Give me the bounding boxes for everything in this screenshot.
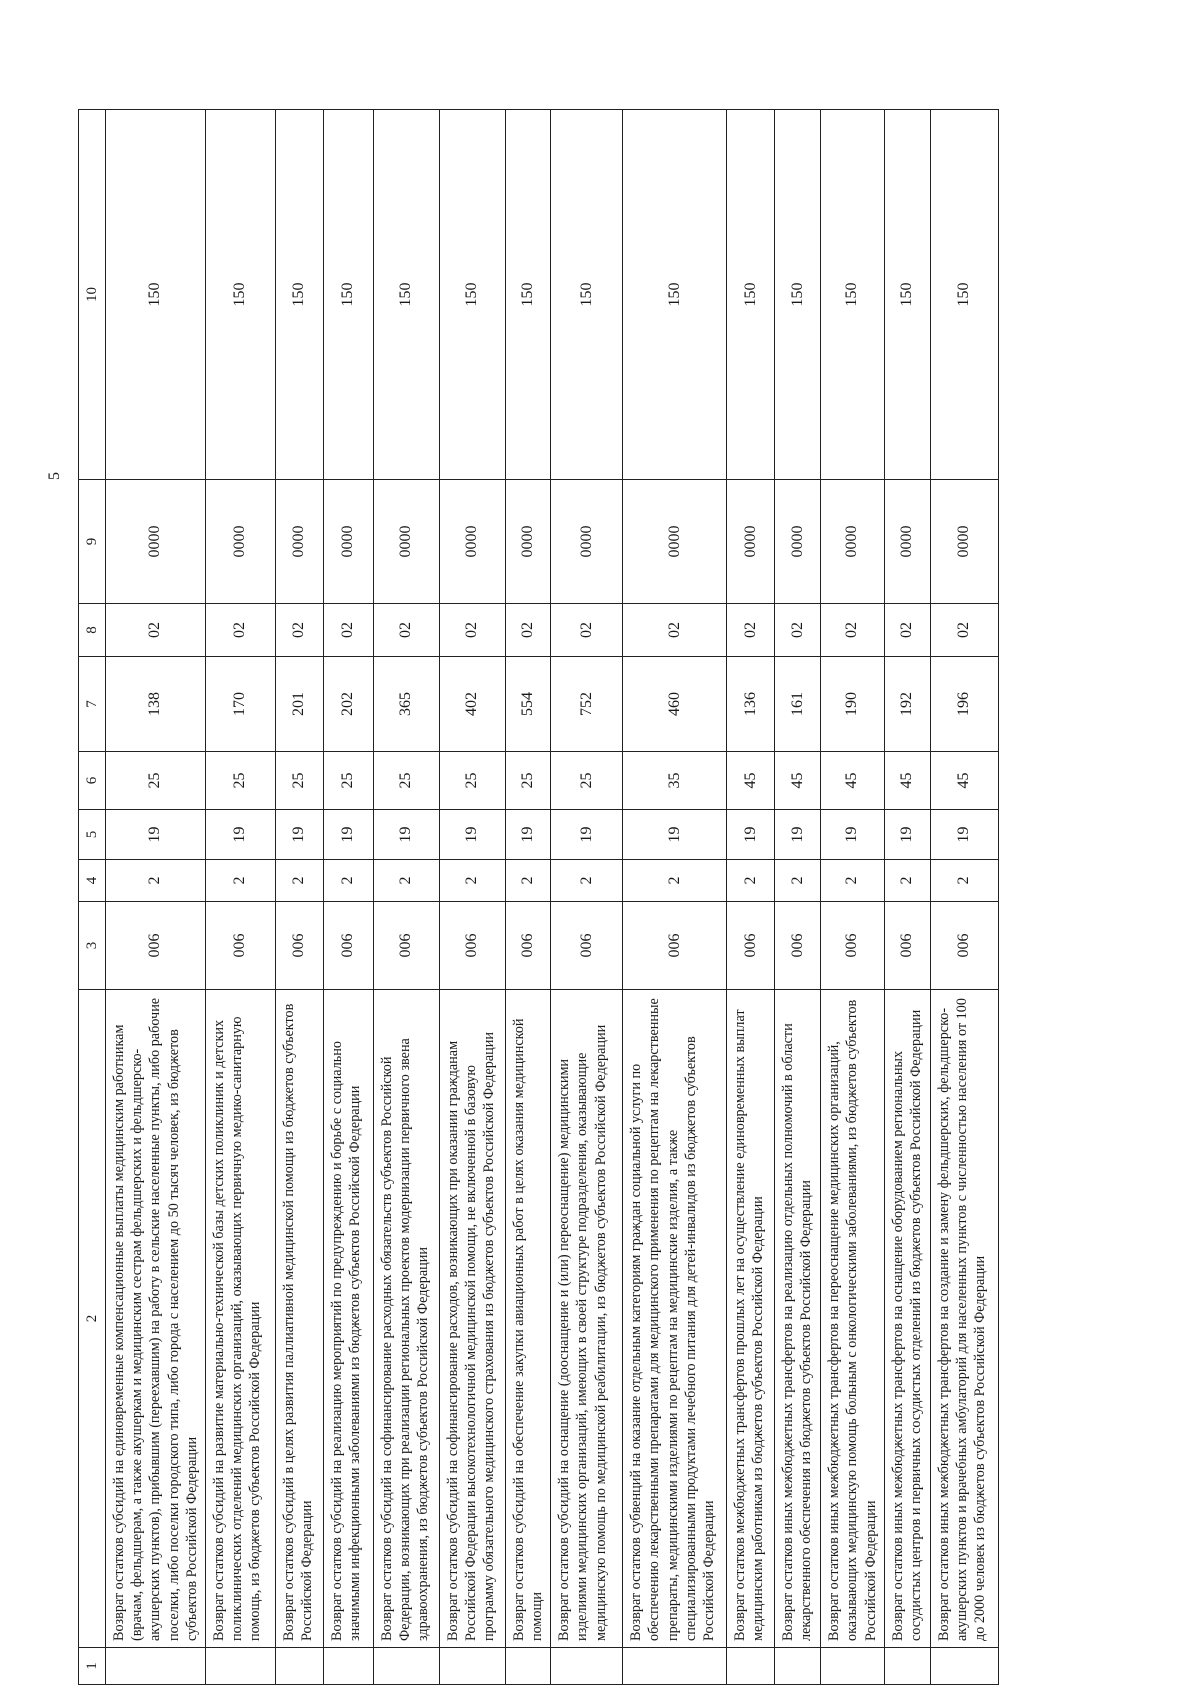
table-row <box>623 110 727 1685</box>
cell-col-4: 2 <box>205 860 275 902</box>
cell-col-9: 0000 <box>775 480 821 604</box>
cell-col-9: 0000 <box>439 480 505 604</box>
cell-col-5: 19 <box>373 810 439 860</box>
cell-col-10: 150 <box>439 110 505 480</box>
cell-col-9: 0000 <box>106 480 206 604</box>
cell-col-7: 752 <box>551 657 623 752</box>
cell-col-3: 006 <box>505 902 550 990</box>
table-body <box>106 110 999 1685</box>
cell-col-4: 2 <box>930 860 998 902</box>
cell-col-4: 2 <box>775 860 821 902</box>
cell-col-3: 006 <box>930 902 998 990</box>
cell-col-9: 0000 <box>275 480 323 604</box>
cell-col-1 <box>323 1648 373 1685</box>
cell-col-9: 0000 <box>551 480 623 604</box>
cell-col-8: 02 <box>551 604 623 657</box>
cell-col-6: 25 <box>275 752 323 810</box>
table-row <box>821 110 885 1685</box>
cell-col-7: 460 <box>623 657 727 752</box>
cell-col-1 <box>205 1648 275 1685</box>
cell-col-10: 150 <box>623 110 727 480</box>
cell-col-6: 45 <box>775 752 821 810</box>
cell-col-7: 365 <box>373 657 439 752</box>
cell-col-4: 2 <box>727 860 775 902</box>
cell-col-9: 0000 <box>373 480 439 604</box>
header-col-6: 6 <box>79 752 106 810</box>
cell-col-1 <box>275 1648 323 1685</box>
budget-codes-table <box>78 109 999 1685</box>
cell-col-1 <box>623 1648 727 1685</box>
cell-col-10: 150 <box>775 110 821 480</box>
header-col-1: 1 <box>79 1648 106 1685</box>
cell-col-8: 02 <box>275 604 323 657</box>
table-header-row <box>79 110 106 1685</box>
cell-col-8: 02 <box>775 604 821 657</box>
row-description: Возврат остатков субвенций на оказание отдельным категориям граждан социальной услуги по обеспечению лекарственными препаратами для медицинского применения по рецептам на лекарственные препараты, медицинскими изделиями по рецептам на медицинские изделия, а также специализированными продуктами лечебного питания для детей-инвалидов из бюджетов субъектов Российской Федерации <box>623 990 727 1648</box>
cell-col-6: 25 <box>106 752 206 810</box>
cell-col-1 <box>551 1648 623 1685</box>
row-description: Возврат остатков иных межбюджетных трансфертов на переоснащение медицинских организаций, оказывающих медицинскую помощь больным с онкологическими заболеваниями, из бюджетов субъектов Российской Федерации <box>821 990 885 1648</box>
cell-col-9: 0000 <box>930 480 998 604</box>
table-row <box>930 110 998 1685</box>
cell-col-9: 0000 <box>623 480 727 604</box>
cell-col-1 <box>106 1648 206 1685</box>
cell-col-3: 006 <box>623 902 727 990</box>
row-description: Возврат остатков иных межбюджетных трансфертов на создание и замену фельдшерских, фельдшерско-акушерских пунктов и врачебных амбулаторий для населенных пунктов с численностью населения от 100 до 2000 человек из бюджетов субъектов Российской Федерации <box>930 990 998 1648</box>
cell-col-1 <box>775 1648 821 1685</box>
cell-col-4: 2 <box>505 860 550 902</box>
cell-col-1 <box>821 1648 885 1685</box>
table-row <box>505 110 550 1685</box>
row-description: Возврат остатков межбюджетных трансфертов прошлых лет на осуществление единовременных выплат медицинским работникам из бюджетов субъектов Российской Федерации <box>727 990 775 1648</box>
cell-col-10: 150 <box>323 110 373 480</box>
cell-col-3: 006 <box>205 902 275 990</box>
page-number: 5 <box>46 472 63 480</box>
cell-col-10: 150 <box>821 110 885 480</box>
cell-col-10: 150 <box>551 110 623 480</box>
cell-col-3: 006 <box>373 902 439 990</box>
row-description: Возврат остатков субсидий на реализацию мероприятий по предупреждению и борьбе с социально значимыми инфекционными заболеваниями из бюджетов субъектов Российской Федерации <box>323 990 373 1648</box>
cell-col-5: 19 <box>439 810 505 860</box>
row-description: Возврат остатков субсидий на обеспечение закупки авиационных работ в целях оказания медицинской помощи <box>505 990 550 1648</box>
cell-col-3: 006 <box>323 902 373 990</box>
cell-col-5: 19 <box>775 810 821 860</box>
cell-col-9: 0000 <box>323 480 373 604</box>
cell-col-10: 150 <box>106 110 206 480</box>
table-row <box>439 110 505 1685</box>
cell-col-4: 2 <box>821 860 885 902</box>
row-description: Возврат остатков субсидий на единовременные компенсационные выплаты медицинским работникам (врачам, фельдшерам, а также акушеркам и медицинским сестрам фельдшерских и фельдшерско-акушерских пунктов), прибывшим (переехавшим) на работу в сельские населенные пункты, либо рабочие поселки, либо поселки городского типа, либо города с населением до 50 тысяч человек, из бюджетов субъектов Российской Федерации <box>106 990 206 1648</box>
cell-col-3: 006 <box>884 902 930 990</box>
header-col-9: 9 <box>79 480 106 604</box>
cell-col-10: 150 <box>930 110 998 480</box>
cell-col-6: 25 <box>505 752 550 810</box>
cell-col-3: 006 <box>106 902 206 990</box>
header-col-7: 7 <box>79 657 106 752</box>
row-description: Возврат остатков субсидий на оснащение (дооснащение и (или) переоснащение) медицинскими изделиями медицинских организаций, имеющих в своей структуре подразделения, оказывающие медицинскую помощь по медицинской реабилитации, из бюджетов субъектов Российской Федерации <box>551 990 623 1648</box>
cell-col-4: 2 <box>439 860 505 902</box>
header-col-3: 3 <box>79 902 106 990</box>
cell-col-5: 19 <box>821 810 885 860</box>
cell-col-3: 006 <box>439 902 505 990</box>
header-col-2: 2 <box>79 990 106 1648</box>
rotated-table-wrapper <box>78 110 1116 1685</box>
cell-col-3: 006 <box>551 902 623 990</box>
cell-col-3: 006 <box>727 902 775 990</box>
cell-col-1 <box>439 1648 505 1685</box>
header-col-10: 10 <box>79 110 106 480</box>
cell-col-1 <box>373 1648 439 1685</box>
cell-col-10: 150 <box>505 110 550 480</box>
cell-col-8: 02 <box>884 604 930 657</box>
cell-col-7: 161 <box>775 657 821 752</box>
cell-col-5: 19 <box>205 810 275 860</box>
table-row <box>275 110 323 1685</box>
cell-col-9: 0000 <box>727 480 775 604</box>
table-row <box>551 110 623 1685</box>
cell-col-6: 25 <box>373 752 439 810</box>
cell-col-8: 02 <box>106 604 206 657</box>
cell-col-9: 0000 <box>205 480 275 604</box>
cell-col-5: 19 <box>323 810 373 860</box>
row-description: Возврат остатков субсидий на софинансирование расходов, возникающих при оказании гражданам Российской Федерации высокотехнологичной медицинской помощи, не включенной в базовую программу обязательного медицинского страхования из бюджетов субъектов Российской Федерации <box>439 990 505 1648</box>
cell-col-8: 02 <box>623 604 727 657</box>
cell-col-6: 45 <box>821 752 885 810</box>
cell-col-8: 02 <box>323 604 373 657</box>
cell-col-7: 402 <box>439 657 505 752</box>
table-row <box>775 110 821 1685</box>
cell-col-10: 150 <box>727 110 775 480</box>
cell-col-9: 0000 <box>505 480 550 604</box>
cell-col-1 <box>727 1648 775 1685</box>
cell-col-7: 554 <box>505 657 550 752</box>
cell-col-7: 202 <box>323 657 373 752</box>
cell-col-8: 02 <box>727 604 775 657</box>
cell-col-7: 201 <box>275 657 323 752</box>
cell-col-5: 19 <box>106 810 206 860</box>
cell-col-5: 19 <box>930 810 998 860</box>
cell-col-6: 25 <box>551 752 623 810</box>
table-row <box>323 110 373 1685</box>
cell-col-10: 150 <box>884 110 930 480</box>
cell-col-6: 45 <box>727 752 775 810</box>
cell-col-3: 006 <box>275 902 323 990</box>
cell-col-5: 19 <box>505 810 550 860</box>
cell-col-4: 2 <box>275 860 323 902</box>
header-col-4: 4 <box>79 860 106 902</box>
row-description: Возврат остатков субсидий на развитие материально-технической базы детских поликлиник и детских поликлинических отделений медицинских организаций, оказывающих первичную медико-санитарную помощь, из бюджетов субъектов Российской Федерации <box>205 990 275 1648</box>
cell-col-4: 2 <box>884 860 930 902</box>
cell-col-6: 25 <box>439 752 505 810</box>
cell-col-8: 02 <box>373 604 439 657</box>
cell-col-4: 2 <box>373 860 439 902</box>
table-row <box>205 110 275 1685</box>
table-row <box>884 110 930 1685</box>
cell-col-8: 02 <box>439 604 505 657</box>
table-row <box>373 110 439 1685</box>
cell-col-9: 0000 <box>884 480 930 604</box>
cell-col-5: 19 <box>275 810 323 860</box>
cell-col-5: 19 <box>551 810 623 860</box>
cell-col-8: 02 <box>205 604 275 657</box>
cell-col-1 <box>884 1648 930 1685</box>
cell-col-6: 35 <box>623 752 727 810</box>
header-col-5: 5 <box>79 810 106 860</box>
cell-col-7: 136 <box>727 657 775 752</box>
cell-col-6: 45 <box>884 752 930 810</box>
row-description: Возврат остатков иных межбюджетных трансфертов на реализацию отдельных полномочий в области лекарственного обеспечения из бюджетов субъектов Российской Федерации <box>775 990 821 1648</box>
cell-col-4: 2 <box>551 860 623 902</box>
table-row <box>727 110 775 1685</box>
cell-col-5: 19 <box>884 810 930 860</box>
cell-col-5: 19 <box>623 810 727 860</box>
cell-col-10: 150 <box>373 110 439 480</box>
cell-col-8: 02 <box>821 604 885 657</box>
row-description: Возврат остатков субсидий на софинансирование расходных обязательств субъектов Российской Федерации, возникающих при реализации региональных проектов модернизации первичного звена здравоохранения, из бюджетов субъектов Российской Федерации <box>373 990 439 1648</box>
cell-col-4: 2 <box>323 860 373 902</box>
cell-col-9: 0000 <box>821 480 885 604</box>
cell-col-6: 45 <box>930 752 998 810</box>
cell-col-6: 25 <box>205 752 275 810</box>
table-row <box>106 110 206 1685</box>
cell-col-10: 150 <box>275 110 323 480</box>
cell-col-5: 19 <box>727 810 775 860</box>
cell-col-1 <box>930 1648 998 1685</box>
cell-col-4: 2 <box>106 860 206 902</box>
row-description: Возврат остатков субсидий в целях развития паллиативной медицинской помощи из бюджетов субъектов Российской Федерации <box>275 990 323 1648</box>
header-col-8: 8 <box>79 604 106 657</box>
row-description: Возврат остатков иных межбюджетных трансфертов на оснащение оборудованием региональных сосудистых центров и первичных сосудистых отделений из бюджетов субъектов Российской Федерации <box>884 990 930 1648</box>
cell-col-7: 138 <box>106 657 206 752</box>
cell-col-4: 2 <box>623 860 727 902</box>
cell-col-7: 190 <box>821 657 885 752</box>
cell-col-8: 02 <box>930 604 998 657</box>
cell-col-7: 192 <box>884 657 930 752</box>
cell-col-8: 02 <box>505 604 550 657</box>
cell-col-3: 006 <box>775 902 821 990</box>
cell-col-6: 25 <box>323 752 373 810</box>
cell-col-7: 196 <box>930 657 998 752</box>
cell-col-3: 006 <box>821 902 885 990</box>
cell-col-1 <box>505 1648 550 1685</box>
cell-col-7: 170 <box>205 657 275 752</box>
cell-col-10: 150 <box>205 110 275 480</box>
